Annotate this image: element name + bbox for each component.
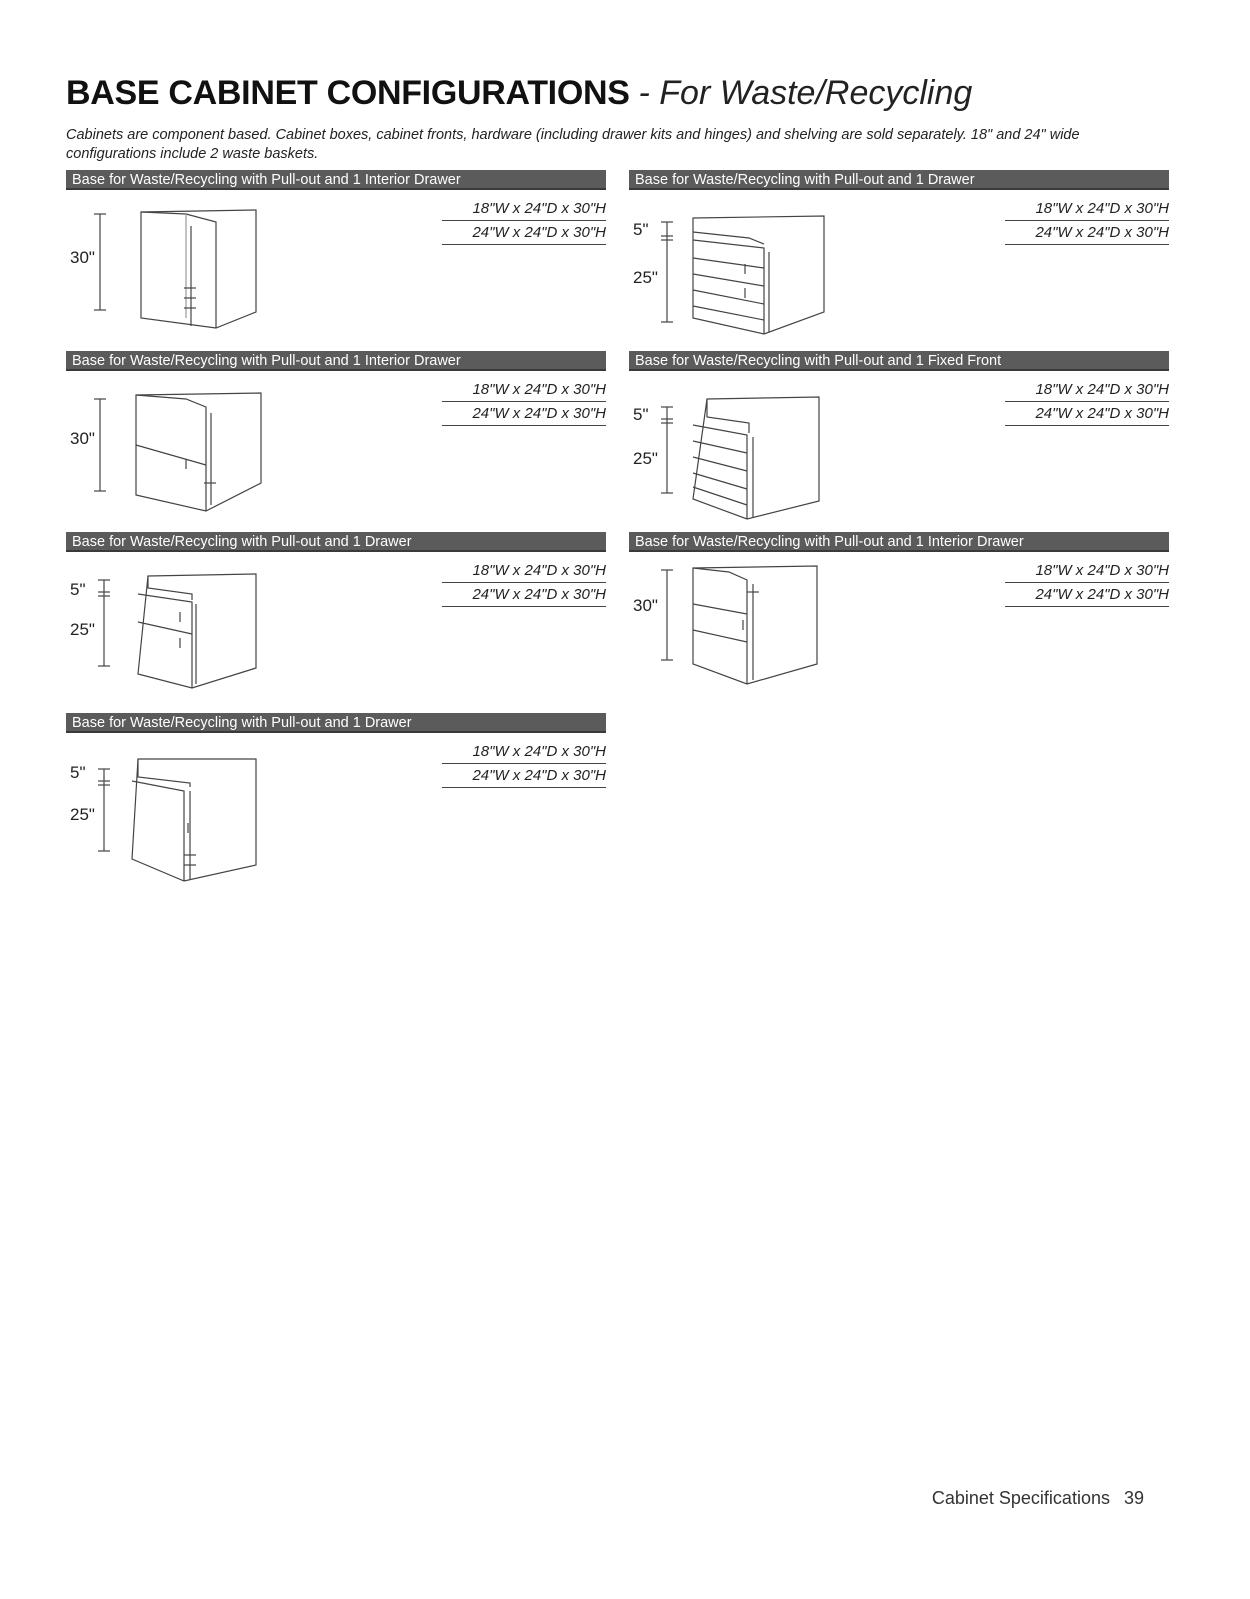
height-dimension: 30" (70, 248, 95, 267)
cabinet-card (66, 532, 606, 702)
cabinet-card (66, 351, 606, 521)
height-dimension: 30" (70, 429, 95, 448)
height-dimension: 30" (633, 596, 658, 615)
title-main: BASE CABINET CONFIGURATIONS (66, 74, 630, 112)
cabinet-card-title: Base for Waste/Recycling with Pull-out and 1 Fixed Front (629, 351, 1169, 371)
size-option: 18"W x 24"D x 30"H (442, 198, 606, 221)
size-option: 24"W x 24"D x 30"H (442, 403, 606, 426)
size-option: 18"W x 24"D x 30"H (442, 379, 606, 402)
title-subtitle: - For Waste/Recycling (638, 74, 973, 112)
size-option: 24"W x 24"D x 30"H (1005, 403, 1169, 426)
height-dimension: 5" (633, 220, 649, 239)
size-option: 18"W x 24"D x 30"H (1005, 198, 1169, 221)
height-dimension: 5" (70, 763, 86, 782)
size-list (1005, 198, 1169, 246)
cabinet-card (629, 532, 1169, 702)
size-list (442, 560, 606, 608)
cabinet-illustration (629, 192, 869, 342)
size-list (1005, 560, 1169, 608)
height-dimension: 5" (633, 405, 649, 424)
cabinet-card (66, 170, 606, 340)
size-option: 24"W x 24"D x 30"H (1005, 222, 1169, 245)
cabinet-card-title: Base for Waste/Recycling with Pull-out and 1 Drawer (66, 713, 606, 733)
cabinet-illustration (66, 554, 306, 704)
height-dimension: 5" (70, 580, 86, 599)
cabinet-illustration (66, 735, 306, 885)
size-list (442, 379, 606, 427)
height-dimension: 25" (70, 620, 95, 639)
height-dimension: 25" (633, 449, 658, 468)
page-title (66, 74, 972, 113)
intro-text: Cabinets are component based. Cabinet boxes, cabinet fronts, hardware (including drawer kits and hinges) and shelving are sold separately. 18" and 24" wide configurations include 2 waste baskets. (66, 127, 1080, 162)
size-option: 24"W x 24"D x 30"H (1005, 584, 1169, 607)
cabinet-card (66, 713, 606, 883)
page-footer (918, 1488, 1144, 1509)
size-list (442, 741, 606, 789)
size-option: 24"W x 24"D x 30"H (442, 765, 606, 788)
cabinet-card-title: Base for Waste/Recycling with Pull-out and 1 Interior Drawer (629, 532, 1169, 552)
cabinet-illustration (629, 373, 869, 523)
cabinet-illustration (629, 554, 869, 704)
page-number: 39 (1123, 1488, 1144, 1508)
cabinet-card-title: Base for Waste/Recycling with Pull-out and 1 Interior Drawer (66, 351, 606, 371)
cabinet-card-title: Base for Waste/Recycling with Pull-out and 1 Interior Drawer (66, 170, 606, 190)
size-list (1005, 379, 1169, 427)
size-list (442, 198, 606, 246)
size-option: 18"W x 24"D x 30"H (442, 741, 606, 764)
cabinet-card-title: Base for Waste/Recycling with Pull-out and 1 Drawer (629, 170, 1169, 190)
height-dimension: 25" (70, 805, 95, 824)
size-option: 24"W x 24"D x 30"H (442, 584, 606, 607)
cabinet-card (629, 170, 1169, 340)
size-option: 18"W x 24"D x 30"H (1005, 379, 1169, 402)
size-option: 18"W x 24"D x 30"H (1005, 560, 1169, 583)
size-option: 18"W x 24"D x 30"H (442, 560, 606, 583)
cabinet-illustration (66, 373, 306, 523)
size-option: 24"W x 24"D x 30"H (442, 222, 606, 245)
footer-label: Cabinet Specifications (931, 1488, 1110, 1508)
height-dimension: 25" (633, 268, 658, 287)
cabinet-card (629, 351, 1169, 521)
cabinet-illustration (66, 192, 306, 342)
cabinet-card-title: Base for Waste/Recycling with Pull-out and 1 Drawer (66, 532, 606, 552)
